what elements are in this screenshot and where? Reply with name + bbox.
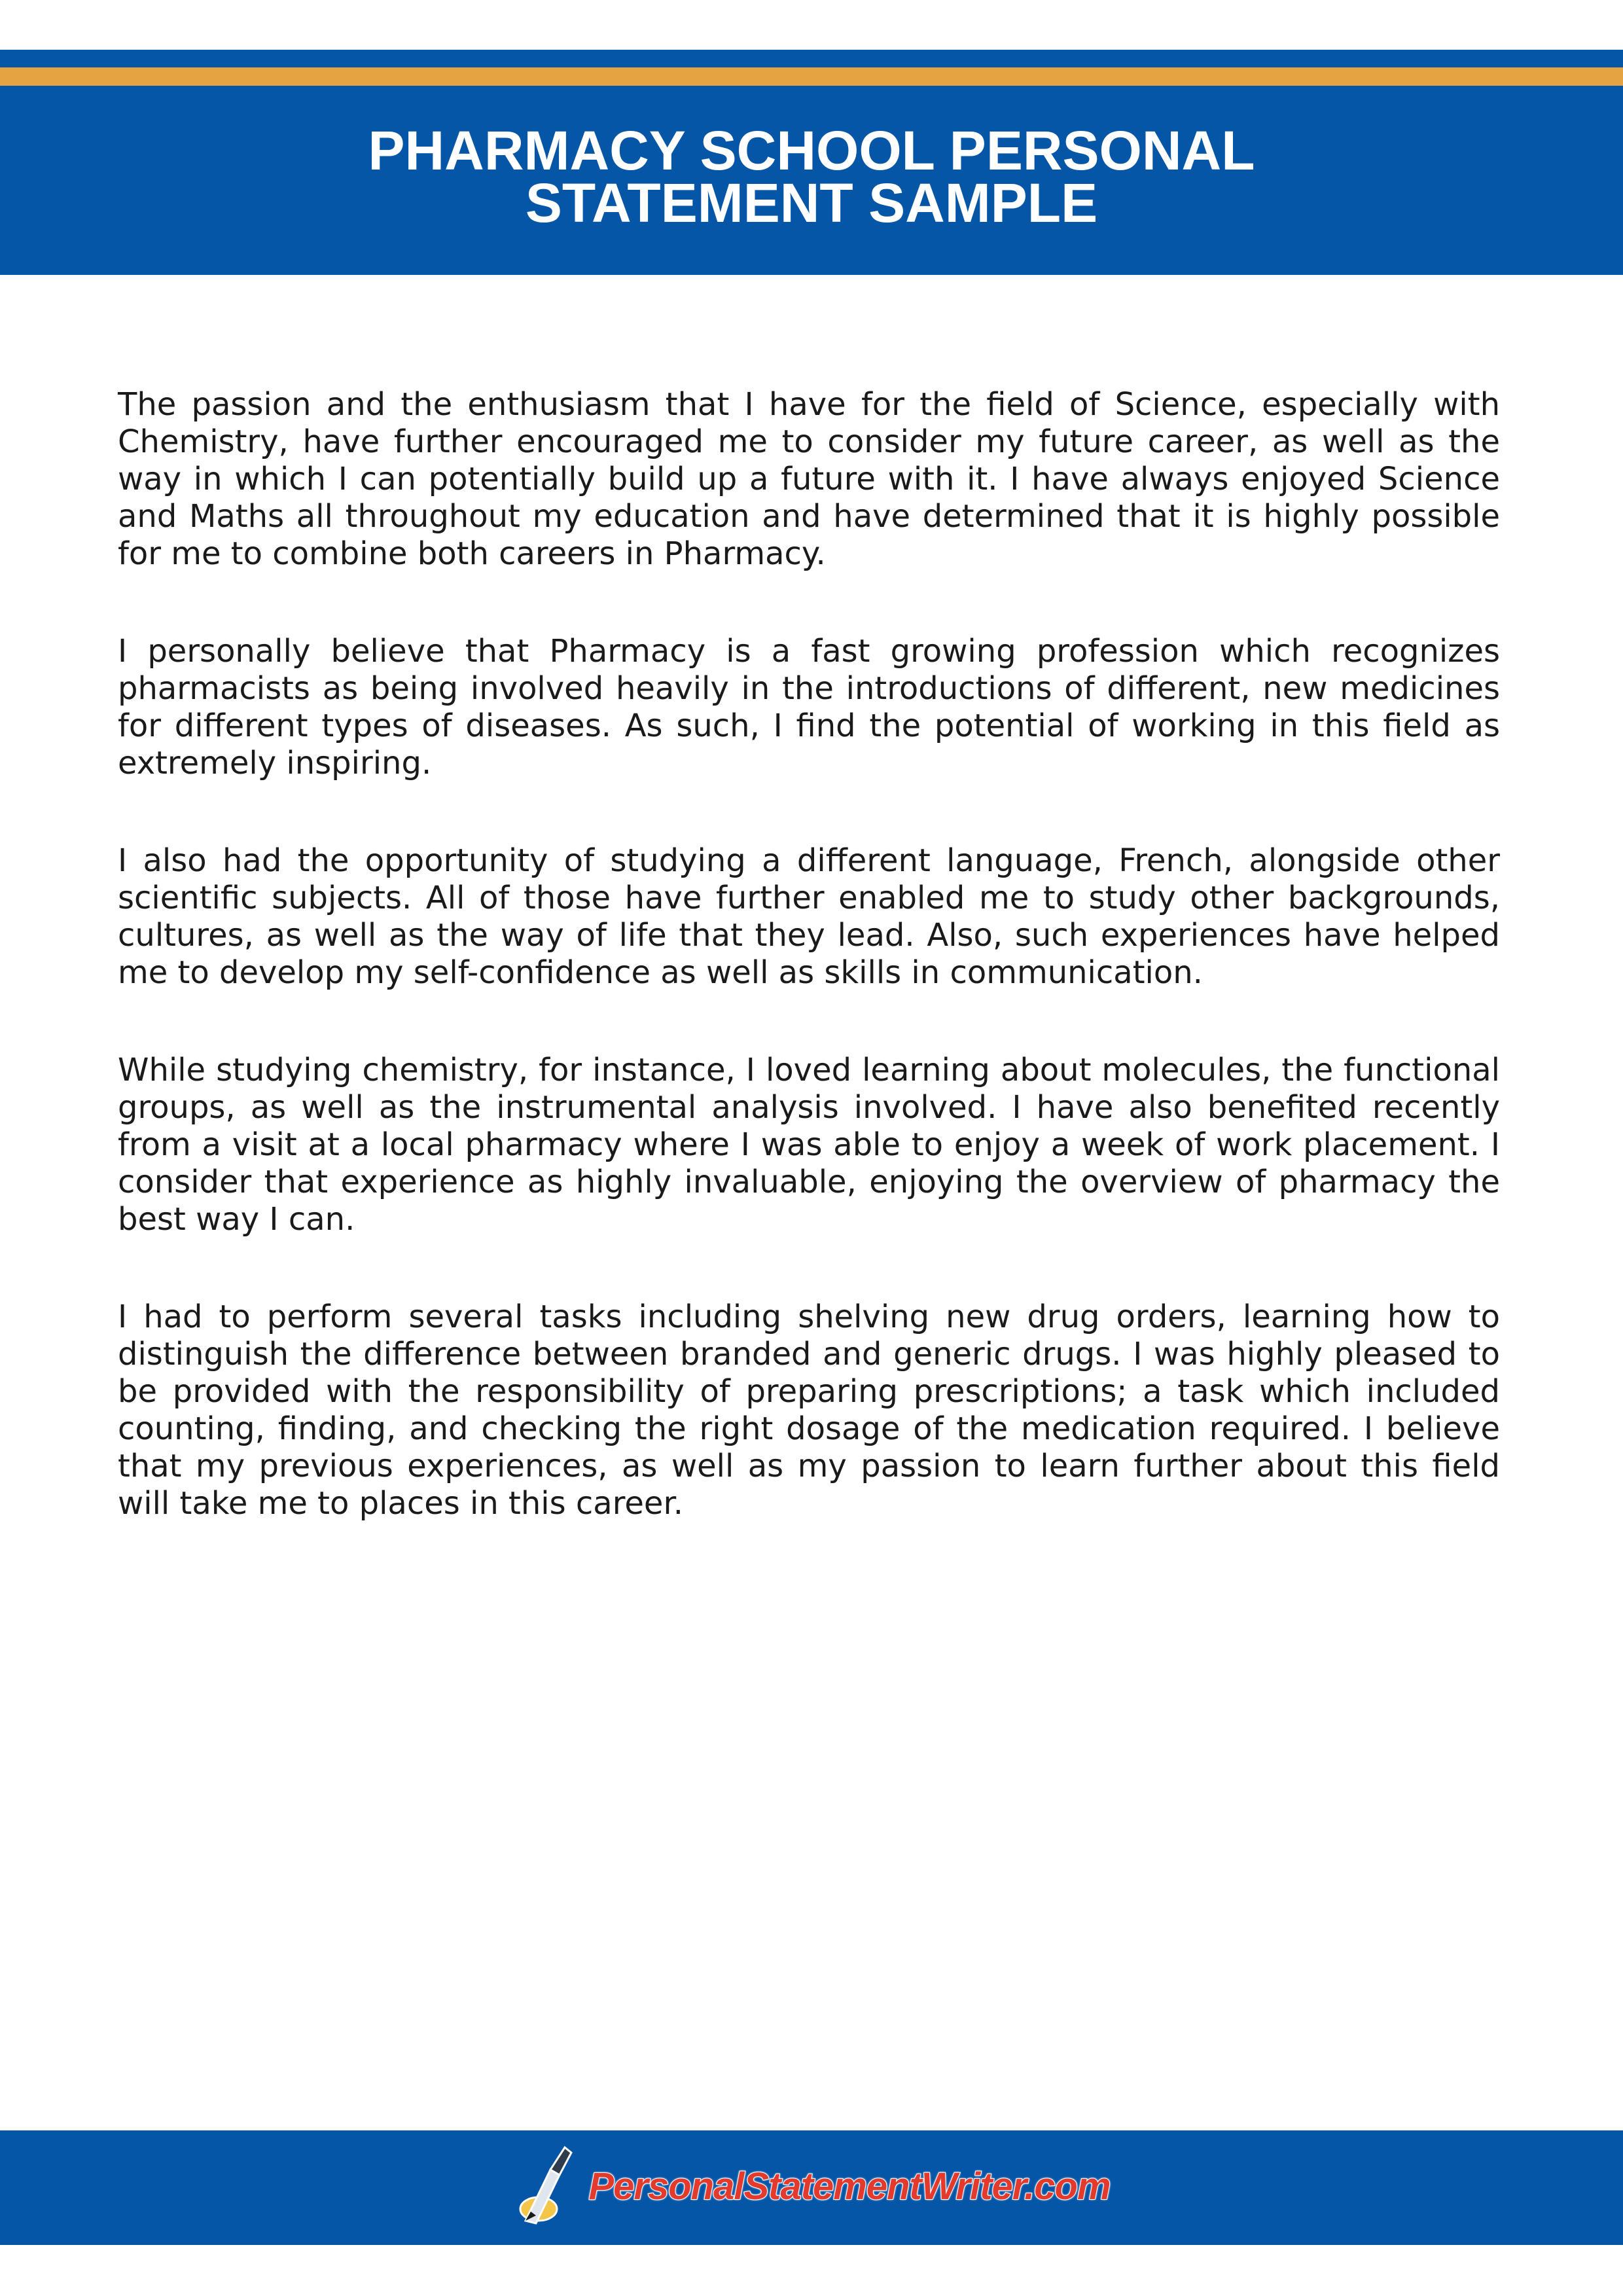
statement-body	[118, 386, 1500, 1583]
footer-logo[interactable]	[0, 2140, 1623, 2232]
paragraph-4: While studying chemistry, for instance, I loved learning about molecules, the functional groups, as well as the instrumental analysis involved. I have also benefited recently from a visit at a local pharmacy where I was able to enjoy a week of work placement. I consider that experience as highly invaluable, enjoying the overview of pharmacy the best way I can.	[118, 1052, 1500, 1238]
paragraph-5: I had to perform several tasks including shelving new drug orders, learning how to distinguish the difference between branded and generic drugs. I was highly pleased to be provided with the responsibility of preparing prescriptions; a task which included counting, finding, and checking the right dosage of the medication required. I believe that my previous experiences, as well as my passion to learn further about this field will take me to places in this career.	[118, 1299, 1500, 1522]
paragraph-1: The passion and the enthusiasm that I have for the field of Science, especially with Chemistry, have further encouraged me to consider my future career, as well as the way in which I can potentially build up a future with it. I have always enjoyed Science and Maths all throughout my education and have determined that it is highly possible for me to combine both careers in Pharmacy.	[118, 386, 1500, 572]
page-title-line-1: PHARMACY SCHOOL PERSONAL	[368, 120, 1255, 181]
pen-nib-icon	[512, 2144, 584, 2229]
paragraph-3: I also had the opportunity of studying a different language, French, alongside other scientific subjects. All of those have further enabled me to study other backgrounds, cultures, as well as the way of life that they lead. Also, such experiences have helped me to develop my self-confidence as well as skills in communication.	[118, 842, 1500, 991]
page-title	[0, 120, 1623, 234]
paragraph-2: I personally believe that Pharmacy is a fast growing profession which recognizes pharmacists as being involved heavily in the introductions of different, new medicines for different types of diseases. As such, I find the potential of working in this field as extremely inspiring.	[118, 633, 1500, 781]
logo-text: PersonalStatementWriter.com	[588, 2164, 1111, 2208]
page-title-line-2: STATEMENT SAMPLE	[525, 172, 1098, 234]
header-accent-stripe	[0, 67, 1623, 86]
